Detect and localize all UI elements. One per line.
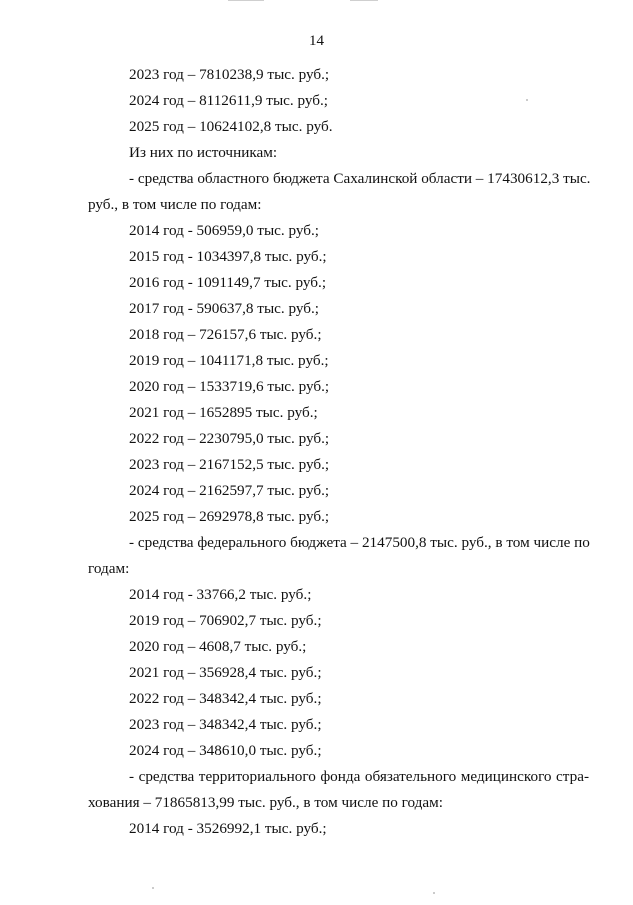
text-line: 2019 год – 1041171,8 тыс. руб.;	[129, 352, 329, 369]
scan-speck	[526, 99, 528, 101]
text-line: 2025 год – 10624102,8 тыс. руб.	[129, 118, 333, 135]
text-line: 2018 год – 726157,6 тыс. руб.;	[129, 326, 322, 343]
text-line: 2014 год - 506959,0 тыс. руб.;	[129, 222, 320, 239]
text-line: 2021 год – 356928,4 тыс. руб.;	[129, 664, 322, 681]
paragraph-line: руб., в том числе по годам:	[88, 196, 262, 213]
text-line: 2024 год – 2162597,7 тыс. руб.;	[129, 482, 330, 499]
text-line: 2020 год – 4608,7 тыс. руб.;	[129, 638, 307, 655]
text-line: 2016 год - 1091149,7 тыс. руб.;	[129, 274, 327, 291]
text-line: 2024 год – 8112611,9 тыс. руб.;	[129, 92, 329, 109]
paragraph-line: годам:	[88, 560, 130, 577]
text-line: 2017 год - 590637,8 тыс. руб.;	[129, 300, 320, 317]
scan-speck	[433, 892, 435, 894]
scan-artifact	[350, 0, 378, 1]
text-line: 2023 год – 348342,4 тыс. руб.;	[129, 716, 322, 733]
paragraph-line: хования – 71865813,99 тыс. руб., в том числе по годам:	[88, 794, 443, 811]
paragraph-line: - средства областного бюджета Сахалинской области – 17430612,3 тыс.	[129, 170, 591, 187]
paragraph-line: - средства федерального бюджета – 2147500,8 тыс. руб., в том числе по	[129, 534, 590, 551]
paragraph-line: - средства территориального фонда обязательного медицинского стра-	[129, 768, 589, 785]
text-line: 2019 год – 706902,7 тыс. руб.;	[129, 612, 322, 629]
text-line: 2015 год - 1034397,8 тыс. руб.;	[129, 248, 327, 265]
text-line: 2023 год – 7810238,9 тыс. руб.;	[129, 66, 330, 83]
scan-speck	[152, 887, 154, 889]
text-line: 2023 год – 2167152,5 тыс. руб.;	[129, 456, 330, 473]
page-number: 14	[309, 33, 324, 49]
text-line: 2021 год – 1652895 тыс. руб.;	[129, 404, 318, 421]
text-line: 2020 год – 1533719,6 тыс. руб.;	[129, 378, 330, 395]
text-line: 2014 год - 33766,2 тыс. руб.;	[129, 586, 312, 603]
text-line: 2024 год – 348610,0 тыс. руб.;	[129, 742, 322, 759]
scan-artifact	[228, 0, 264, 1]
text-line: 2022 год – 2230795,0 тыс. руб.;	[129, 430, 330, 447]
text-line: 2022 год – 348342,4 тыс. руб.;	[129, 690, 322, 707]
text-line: 2014 год - 3526992,1 тыс. руб.;	[129, 820, 327, 837]
section-heading: Из них по источникам:	[129, 144, 278, 161]
text-line: 2025 год – 2692978,8 тыс. руб.;	[129, 508, 330, 525]
